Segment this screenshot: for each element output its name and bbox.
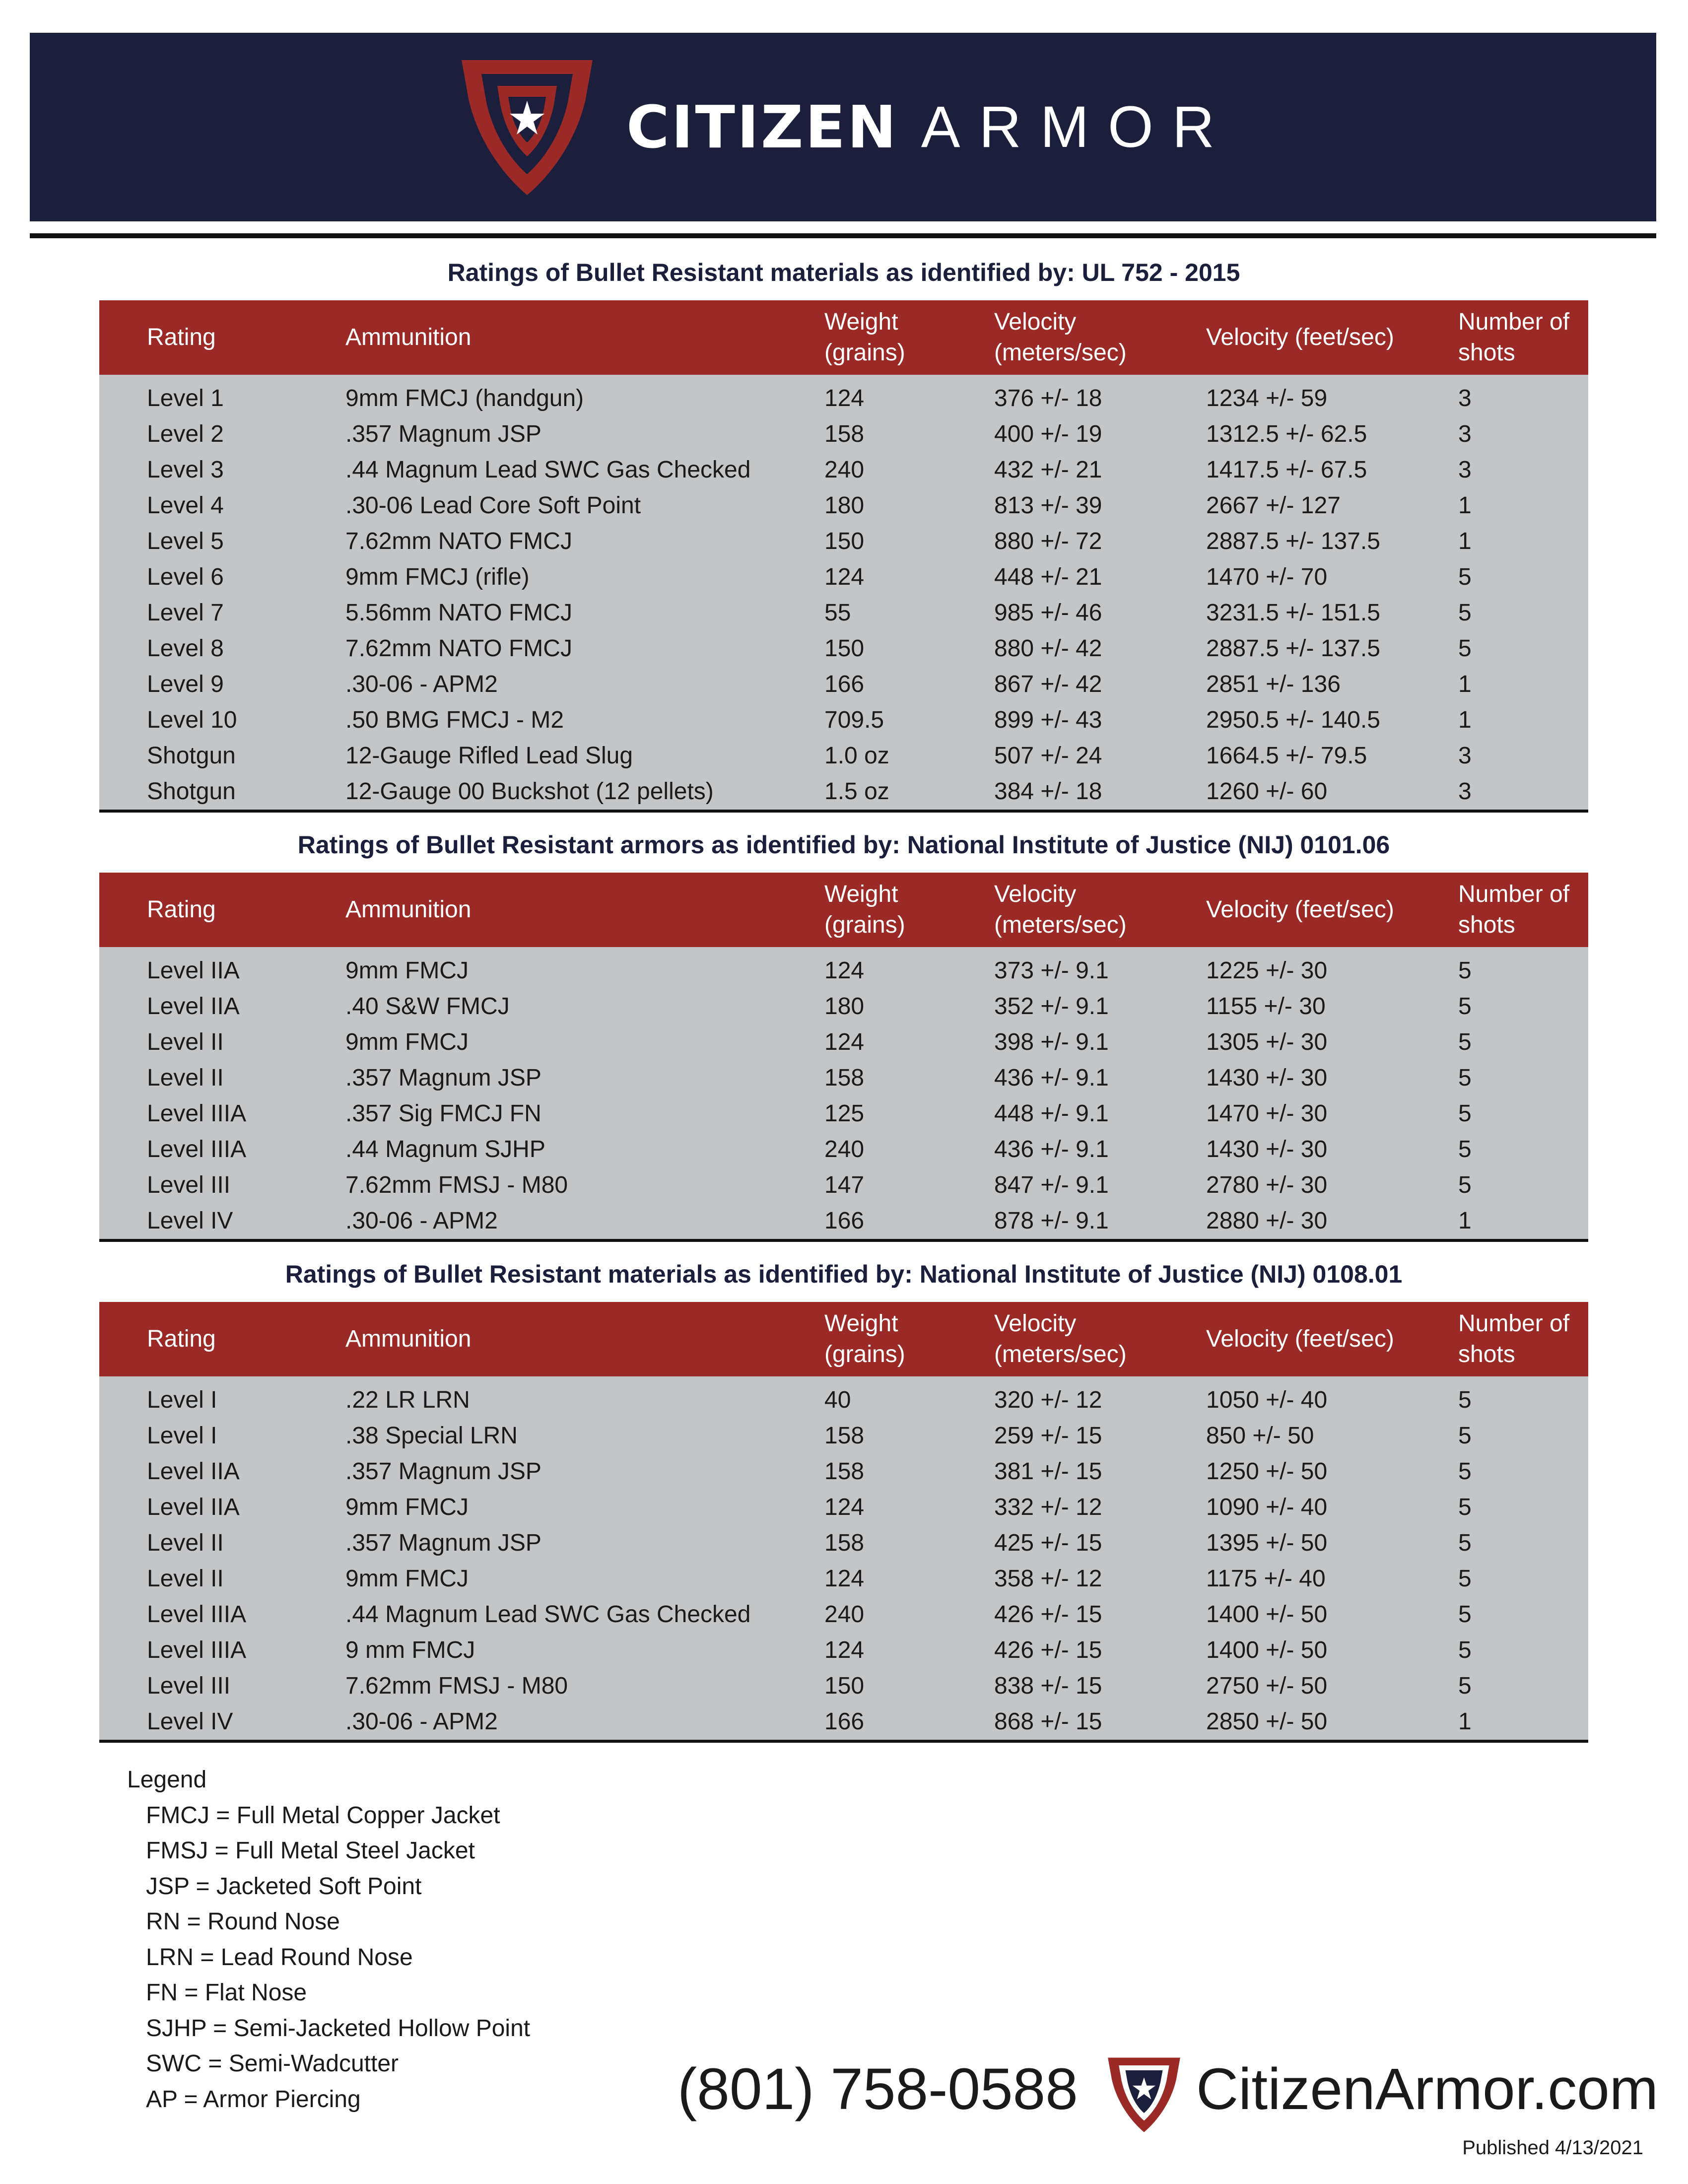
cell-ammunition: .357 Magnum JSP (345, 1065, 541, 1091)
table-body (99, 375, 1588, 811)
cell-weight: 55 (824, 600, 851, 626)
cell-rating: Level 4 (147, 492, 224, 519)
cell-rating: Level IV (147, 1208, 233, 1234)
cell-ammunition: 9mm FMCJ (345, 1566, 469, 1592)
cell-shots: 5 (1458, 1601, 1472, 1628)
cell-weight: 147 (824, 1172, 865, 1198)
brand-name-bold: CITIZEN (626, 93, 898, 161)
cell-rating: Level IIA (147, 1494, 240, 1520)
cell-rating: Level IV (147, 1708, 233, 1735)
table-title-ul752: Ratings of Bullet Resistant materials as identified by: UL 752 - 2015 (447, 259, 1240, 286)
cell-weight: 124 (824, 1494, 865, 1520)
col-weight: Weight (grains) (824, 309, 905, 366)
table-row (99, 1376, 1588, 1418)
cell-velocity-ms: 507 +/- 24 (994, 743, 1102, 769)
table-title-nij-0101: Ratings of Bullet Resistant armors as identified by: National Institute of Justice (NIJ) 0101.06 (297, 831, 1390, 859)
col-rating: Rating (147, 896, 216, 923)
cell-velocity-ms: 425 +/- 15 (994, 1530, 1102, 1556)
cell-shots: 5 (1458, 635, 1472, 662)
cell-ammunition: 7.62mm FMSJ - M80 (345, 1172, 568, 1198)
cell-ammunition: .44 Magnum SJHP (345, 1136, 545, 1162)
cell-velocity-ms: 432 +/- 21 (994, 457, 1102, 483)
ratings-table-ul752 (99, 300, 1588, 813)
cell-ammunition: 9mm FMCJ (345, 1029, 469, 1055)
cell-weight: 150 (824, 635, 865, 662)
cell-shots: 5 (1458, 1387, 1472, 1413)
cell-velocity-ms: 332 +/- 12 (994, 1494, 1102, 1520)
cell-velocity-fts: 1050 +/- 40 (1206, 1387, 1328, 1413)
cell-ammunition: .50 BMG FMCJ - M2 (345, 707, 564, 733)
table-row (99, 1418, 1588, 1454)
cell-shots: 3 (1458, 778, 1472, 805)
cell-shots: 1 (1458, 671, 1472, 697)
cell-weight: 166 (824, 671, 865, 697)
cell-velocity-ms: 868 +/- 15 (994, 1708, 1102, 1735)
legend-item: FMSJ = Full Metal Steel Jacket (146, 1838, 475, 1864)
cell-rating: Level IIA (147, 993, 240, 1020)
col-ammunition: Ammunition (345, 324, 472, 350)
cell-rating: Level 7 (147, 600, 224, 626)
cell-weight: 240 (824, 1136, 865, 1162)
table-row (99, 1096, 1588, 1132)
cell-weight: 1.0 oz (824, 743, 889, 769)
table-row (99, 1024, 1588, 1060)
cell-rating: Level 9 (147, 671, 224, 697)
cell-weight: 158 (824, 1530, 865, 1556)
published-date: Published 4/13/2021 (1462, 2137, 1643, 2159)
brand-name-thin: ARMOR (921, 94, 1234, 160)
cell-rating: Level 8 (147, 635, 224, 662)
cell-velocity-ms: 381 +/- 15 (994, 1458, 1102, 1485)
col-rating: Rating (147, 1326, 216, 1352)
legend-item: FN = Flat Nose (146, 1979, 307, 2006)
legend-item: SWC = Semi-Wadcutter (146, 2050, 399, 2077)
cell-ammunition: .30-06 - APM2 (345, 1208, 498, 1234)
cell-ammunition: .357 Magnum JSP (345, 1458, 541, 1485)
col-velocity-fts: Velocity (feet/sec) (1206, 1326, 1394, 1352)
cell-ammunition: .30-06 Lead Core Soft Point (345, 492, 641, 519)
cell-velocity-ms: 400 +/- 19 (994, 421, 1102, 447)
cell-rating: Level 10 (147, 707, 237, 733)
cell-velocity-fts: 2850 +/- 50 (1206, 1708, 1328, 1735)
table-row (99, 559, 1588, 595)
col-shots: Number of shots (1458, 1310, 1570, 1367)
cell-ammunition: .357 Sig FMCJ FN (345, 1100, 541, 1127)
cell-shots: 1 (1458, 1708, 1472, 1735)
cell-ammunition: .44 Magnum Lead SWC Gas Checked (345, 1601, 751, 1628)
cell-ammunition: 9mm FMCJ (345, 1494, 469, 1520)
cell-velocity-ms: 838 +/- 15 (994, 1673, 1102, 1699)
cell-velocity-fts: 2880 +/- 30 (1206, 1208, 1328, 1234)
col-velocity-ms: Velocity (meters/sec) (994, 309, 1127, 366)
cell-rating: Level III (147, 1673, 231, 1699)
cell-shots: 1 (1458, 707, 1472, 733)
cell-velocity-ms: 878 +/- 9.1 (994, 1208, 1109, 1234)
cell-rating: Level II (147, 1530, 224, 1556)
cell-ammunition: .30-06 - APM2 (345, 671, 498, 697)
cell-velocity-fts: 1400 +/- 50 (1206, 1637, 1328, 1663)
cell-velocity-fts: 2667 +/- 127 (1206, 492, 1341, 519)
cell-shots: 5 (1458, 1423, 1472, 1449)
table-header-row (99, 873, 1588, 947)
table-body (99, 947, 1588, 1240)
cell-weight: 124 (824, 1566, 865, 1592)
cell-weight: 150 (824, 528, 865, 554)
table-row (99, 1060, 1588, 1096)
cell-weight: 158 (824, 1423, 865, 1449)
cell-velocity-ms: 373 +/- 9.1 (994, 957, 1109, 984)
table-row (99, 989, 1588, 1024)
cell-velocity-ms: 880 +/- 72 (994, 528, 1102, 554)
table-row (99, 1454, 1588, 1490)
col-ammunition: Ammunition (345, 1326, 472, 1352)
cell-velocity-ms: 880 +/- 42 (994, 635, 1102, 662)
cell-rating: Level IIA (147, 957, 240, 984)
cell-shots: 5 (1458, 1100, 1472, 1127)
cell-velocity-fts: 2750 +/- 50 (1206, 1673, 1328, 1699)
cell-shots: 3 (1458, 421, 1472, 447)
cell-weight: 240 (824, 457, 865, 483)
cell-rating: Level II (147, 1029, 224, 1055)
cell-rating: Level IIIA (147, 1100, 247, 1127)
table-row (99, 1525, 1588, 1561)
legend-title: Legend (127, 1767, 207, 1793)
cell-velocity-fts: 850 +/- 50 (1206, 1423, 1314, 1449)
cell-velocity-fts: 2851 +/- 136 (1206, 671, 1341, 697)
cell-velocity-fts: 2780 +/- 30 (1206, 1172, 1328, 1198)
cell-velocity-ms: 436 +/- 9.1 (994, 1065, 1109, 1091)
cell-shots: 5 (1458, 564, 1472, 590)
cell-weight: 40 (824, 1387, 851, 1413)
cell-velocity-ms: 358 +/- 12 (994, 1566, 1102, 1592)
cell-weight: 158 (824, 1458, 865, 1485)
cell-ammunition: 12-Gauge 00 Buckshot (12 pellets) (345, 778, 714, 805)
cell-weight: 166 (824, 1208, 865, 1234)
cell-shots: 1 (1458, 1208, 1472, 1234)
legend-item: FMCJ = Full Metal Copper Jacket (146, 1802, 500, 1829)
table-row (99, 1167, 1588, 1203)
cell-rating: Level IIIA (147, 1637, 247, 1663)
cell-shots: 5 (1458, 1637, 1472, 1663)
col-velocity-ms: Velocity (meters/sec) (994, 881, 1127, 938)
cell-shots: 3 (1458, 457, 1472, 483)
col-shots: Number of shots (1458, 881, 1570, 938)
table-row (99, 738, 1588, 774)
cell-velocity-fts: 1312.5 +/- 62.5 (1206, 421, 1367, 447)
cell-velocity-ms: 899 +/- 43 (994, 707, 1102, 733)
table-row (99, 702, 1588, 738)
legend-item: SJHP = Semi-Jacketed Hollow Point (146, 2015, 531, 2042)
legend-item: LRN = Lead Round Nose (146, 1944, 413, 1971)
cell-shots: 5 (1458, 1673, 1472, 1699)
table-row (99, 1633, 1588, 1668)
cell-velocity-fts: 1225 +/- 30 (1206, 957, 1328, 984)
cell-velocity-ms: 376 +/- 18 (994, 385, 1102, 411)
cell-rating: Level 3 (147, 457, 224, 483)
table-body (99, 1376, 1588, 1741)
table-row (99, 947, 1588, 989)
table-row (99, 631, 1588, 667)
table-row (99, 595, 1588, 631)
cell-shots: 5 (1458, 1494, 1472, 1520)
cell-velocity-fts: 2887.5 +/- 137.5 (1206, 528, 1380, 554)
cell-ammunition: 9 mm FMCJ (345, 1637, 475, 1663)
cell-rating: Shotgun (147, 778, 236, 805)
cell-weight: 158 (824, 421, 865, 447)
cell-velocity-fts: 1470 +/- 30 (1206, 1100, 1328, 1127)
col-weight: Weight (grains) (824, 881, 905, 938)
cell-shots: 1 (1458, 492, 1472, 519)
cell-rating: Level 6 (147, 564, 224, 590)
cell-velocity-ms: 867 +/- 42 (994, 671, 1102, 697)
cell-velocity-ms: 436 +/- 9.1 (994, 1136, 1109, 1162)
cell-shots: 3 (1458, 385, 1472, 411)
cell-shots: 5 (1458, 1172, 1472, 1198)
table-header-row (99, 1302, 1588, 1376)
cell-weight: 124 (824, 957, 865, 984)
cell-ammunition: 12-Gauge Rifled Lead Slug (345, 743, 633, 769)
cell-rating: Level IIIA (147, 1601, 247, 1628)
table-row (99, 774, 1588, 811)
legend-item: JSP = Jacketed Soft Point (146, 1873, 422, 1900)
cell-ammunition: 9mm FMCJ (rifle) (345, 564, 530, 590)
cell-velocity-fts: 1175 +/- 40 (1206, 1566, 1326, 1592)
col-velocity-ms: Velocity (meters/sec) (994, 1310, 1127, 1367)
cell-ammunition: .40 S&W FMCJ (345, 993, 510, 1020)
cell-weight: 180 (824, 993, 865, 1020)
legend-item: RN = Round Nose (146, 1909, 340, 1935)
table-row (99, 1490, 1588, 1525)
cell-rating: Level II (147, 1566, 224, 1592)
cell-ammunition: .44 Magnum Lead SWC Gas Checked (345, 457, 751, 483)
cell-velocity-fts: 1400 +/- 50 (1206, 1601, 1328, 1628)
cell-shots: 5 (1458, 993, 1472, 1020)
cell-shots: 5 (1458, 600, 1472, 626)
cell-shots: 5 (1458, 1065, 1472, 1091)
cell-rating: Level II (147, 1065, 224, 1091)
cell-ammunition: 9mm FMCJ (345, 957, 469, 984)
cell-weight: 709.5 (824, 707, 884, 733)
cell-velocity-fts: 1664.5 +/- 79.5 (1206, 743, 1367, 769)
col-shots: Number of shots (1458, 309, 1570, 366)
table-title-nij-0108: Ratings of Bullet Resistant materials as identified by: National Institute of Justice (NIJ) 0108.01 (285, 1260, 1403, 1288)
cell-shots: 1 (1458, 528, 1472, 554)
col-ammunition: Ammunition (345, 896, 472, 923)
cell-velocity-ms: 448 +/- 21 (994, 564, 1102, 590)
cell-ammunition: .30-06 - APM2 (345, 1708, 498, 1735)
table-row (99, 1203, 1588, 1240)
cell-velocity-fts: 1090 +/- 40 (1206, 1494, 1328, 1520)
phone-number[interactable]: (801) 758-0588 (677, 2056, 1078, 2122)
table-row (99, 1704, 1588, 1741)
cell-rating: Level 1 (147, 385, 224, 411)
cell-ammunition: 5.56mm NATO FMCJ (345, 600, 572, 626)
col-weight: Weight (grains) (824, 1310, 905, 1367)
cell-ammunition: .357 Magnum JSP (345, 421, 541, 447)
cell-velocity-fts: 1155 +/- 30 (1206, 993, 1326, 1020)
cell-weight: 158 (824, 1065, 865, 1091)
legend (127, 1762, 530, 2117)
cell-velocity-fts: 1417.5 +/- 67.5 (1206, 457, 1367, 483)
cell-ammunition: .22 LR LRN (345, 1387, 470, 1413)
cell-velocity-fts: 3231.5 +/- 151.5 (1206, 600, 1380, 626)
website-link[interactable]: CitizenArmor.com (1196, 2056, 1659, 2122)
cell-shots: 5 (1458, 1566, 1472, 1592)
brand-logo[interactable] (453, 55, 1233, 199)
cell-velocity-fts: 1395 +/- 50 (1206, 1530, 1328, 1556)
cell-shots: 5 (1458, 1136, 1472, 1162)
table-header-row (99, 300, 1588, 375)
col-rating: Rating (147, 324, 216, 350)
cell-velocity-ms: 426 +/- 15 (994, 1601, 1102, 1628)
legend-item: AP = Armor Piercing (146, 2086, 361, 2113)
cell-rating: Level IIIA (147, 1136, 247, 1162)
col-velocity-fts: Velocity (feet/sec) (1206, 896, 1394, 923)
cell-velocity-fts: 1430 +/- 30 (1206, 1065, 1328, 1091)
cell-velocity-ms: 259 +/- 15 (994, 1423, 1102, 1449)
col-velocity-fts: Velocity (feet/sec) (1206, 324, 1394, 350)
cell-velocity-fts: 1250 +/- 50 (1206, 1458, 1328, 1485)
cell-weight: 1.5 oz (824, 778, 889, 805)
cell-shots: 5 (1458, 1029, 1472, 1055)
cell-weight: 124 (824, 1029, 865, 1055)
cell-shots: 5 (1458, 1458, 1472, 1485)
cell-velocity-ms: 448 +/- 9.1 (994, 1100, 1109, 1127)
cell-velocity-ms: 398 +/- 9.1 (994, 1029, 1109, 1055)
cell-ammunition: 7.62mm NATO FMCJ (345, 528, 572, 554)
cell-velocity-ms: 320 +/- 12 (994, 1387, 1102, 1413)
cell-weight: 150 (824, 1673, 865, 1699)
cell-velocity-fts: 1470 +/- 70 (1206, 564, 1328, 590)
ratings-table-nij-0101 (99, 873, 1588, 1242)
cell-velocity-ms: 426 +/- 15 (994, 1637, 1102, 1663)
cell-velocity-fts: 1234 +/- 59 (1206, 385, 1328, 411)
cell-velocity-ms: 352 +/- 9.1 (994, 993, 1109, 1020)
shield-star-icon (453, 55, 602, 199)
cell-shots: 3 (1458, 743, 1472, 769)
cell-weight: 124 (824, 1637, 865, 1663)
cell-weight: 180 (824, 492, 865, 519)
cell-ammunition: .357 Magnum JSP (345, 1530, 541, 1556)
cell-rating: Shotgun (147, 743, 236, 769)
cell-rating: Level I (147, 1423, 217, 1449)
table-row (99, 375, 1588, 416)
header-banner (30, 33, 1656, 221)
cell-rating: Level 5 (147, 528, 224, 554)
cell-velocity-fts: 1430 +/- 30 (1206, 1136, 1328, 1162)
table-row (99, 1132, 1588, 1167)
cell-velocity-fts: 1305 +/- 30 (1206, 1029, 1328, 1055)
cell-rating: Level IIA (147, 1458, 240, 1485)
cell-rating: Level I (147, 1387, 217, 1413)
cell-velocity-ms: 847 +/- 9.1 (994, 1172, 1109, 1198)
cell-ammunition: 7.62mm FMSJ - M80 (345, 1673, 568, 1699)
cell-velocity-ms: 985 +/- 46 (994, 600, 1102, 626)
table-row (99, 1668, 1588, 1704)
cell-ammunition: 7.62mm NATO FMCJ (345, 635, 572, 662)
cell-ammunition: .38 Special LRN (345, 1423, 518, 1449)
cell-rating: Level 2 (147, 421, 224, 447)
cell-weight: 125 (824, 1100, 865, 1127)
cell-weight: 240 (824, 1601, 865, 1628)
cell-shots: 5 (1458, 957, 1472, 984)
cell-weight: 124 (824, 564, 865, 590)
table-row (99, 524, 1588, 559)
table-row (99, 1561, 1588, 1597)
cell-velocity-fts: 1260 +/- 60 (1206, 778, 1328, 805)
cell-weight: 124 (824, 385, 865, 411)
cell-velocity-ms: 813 +/- 39 (994, 492, 1102, 519)
cell-velocity-fts: 2950.5 +/- 140.5 (1206, 707, 1380, 733)
shield-star-icon (1102, 2055, 1186, 2134)
table-row (99, 452, 1588, 488)
cell-weight: 166 (824, 1708, 865, 1735)
table-row (99, 416, 1588, 452)
ratings-table-nij-0108 (99, 1302, 1588, 1743)
header-divider (30, 233, 1656, 238)
cell-rating: Level III (147, 1172, 231, 1198)
cell-shots: 5 (1458, 1530, 1472, 1556)
table-row (99, 1597, 1588, 1633)
cell-velocity-ms: 384 +/- 18 (994, 778, 1102, 805)
cell-velocity-fts: 2887.5 +/- 137.5 (1206, 635, 1380, 662)
table-row (99, 667, 1588, 702)
cell-ammunition: 9mm FMCJ (handgun) (345, 385, 584, 411)
table-row (99, 488, 1588, 524)
